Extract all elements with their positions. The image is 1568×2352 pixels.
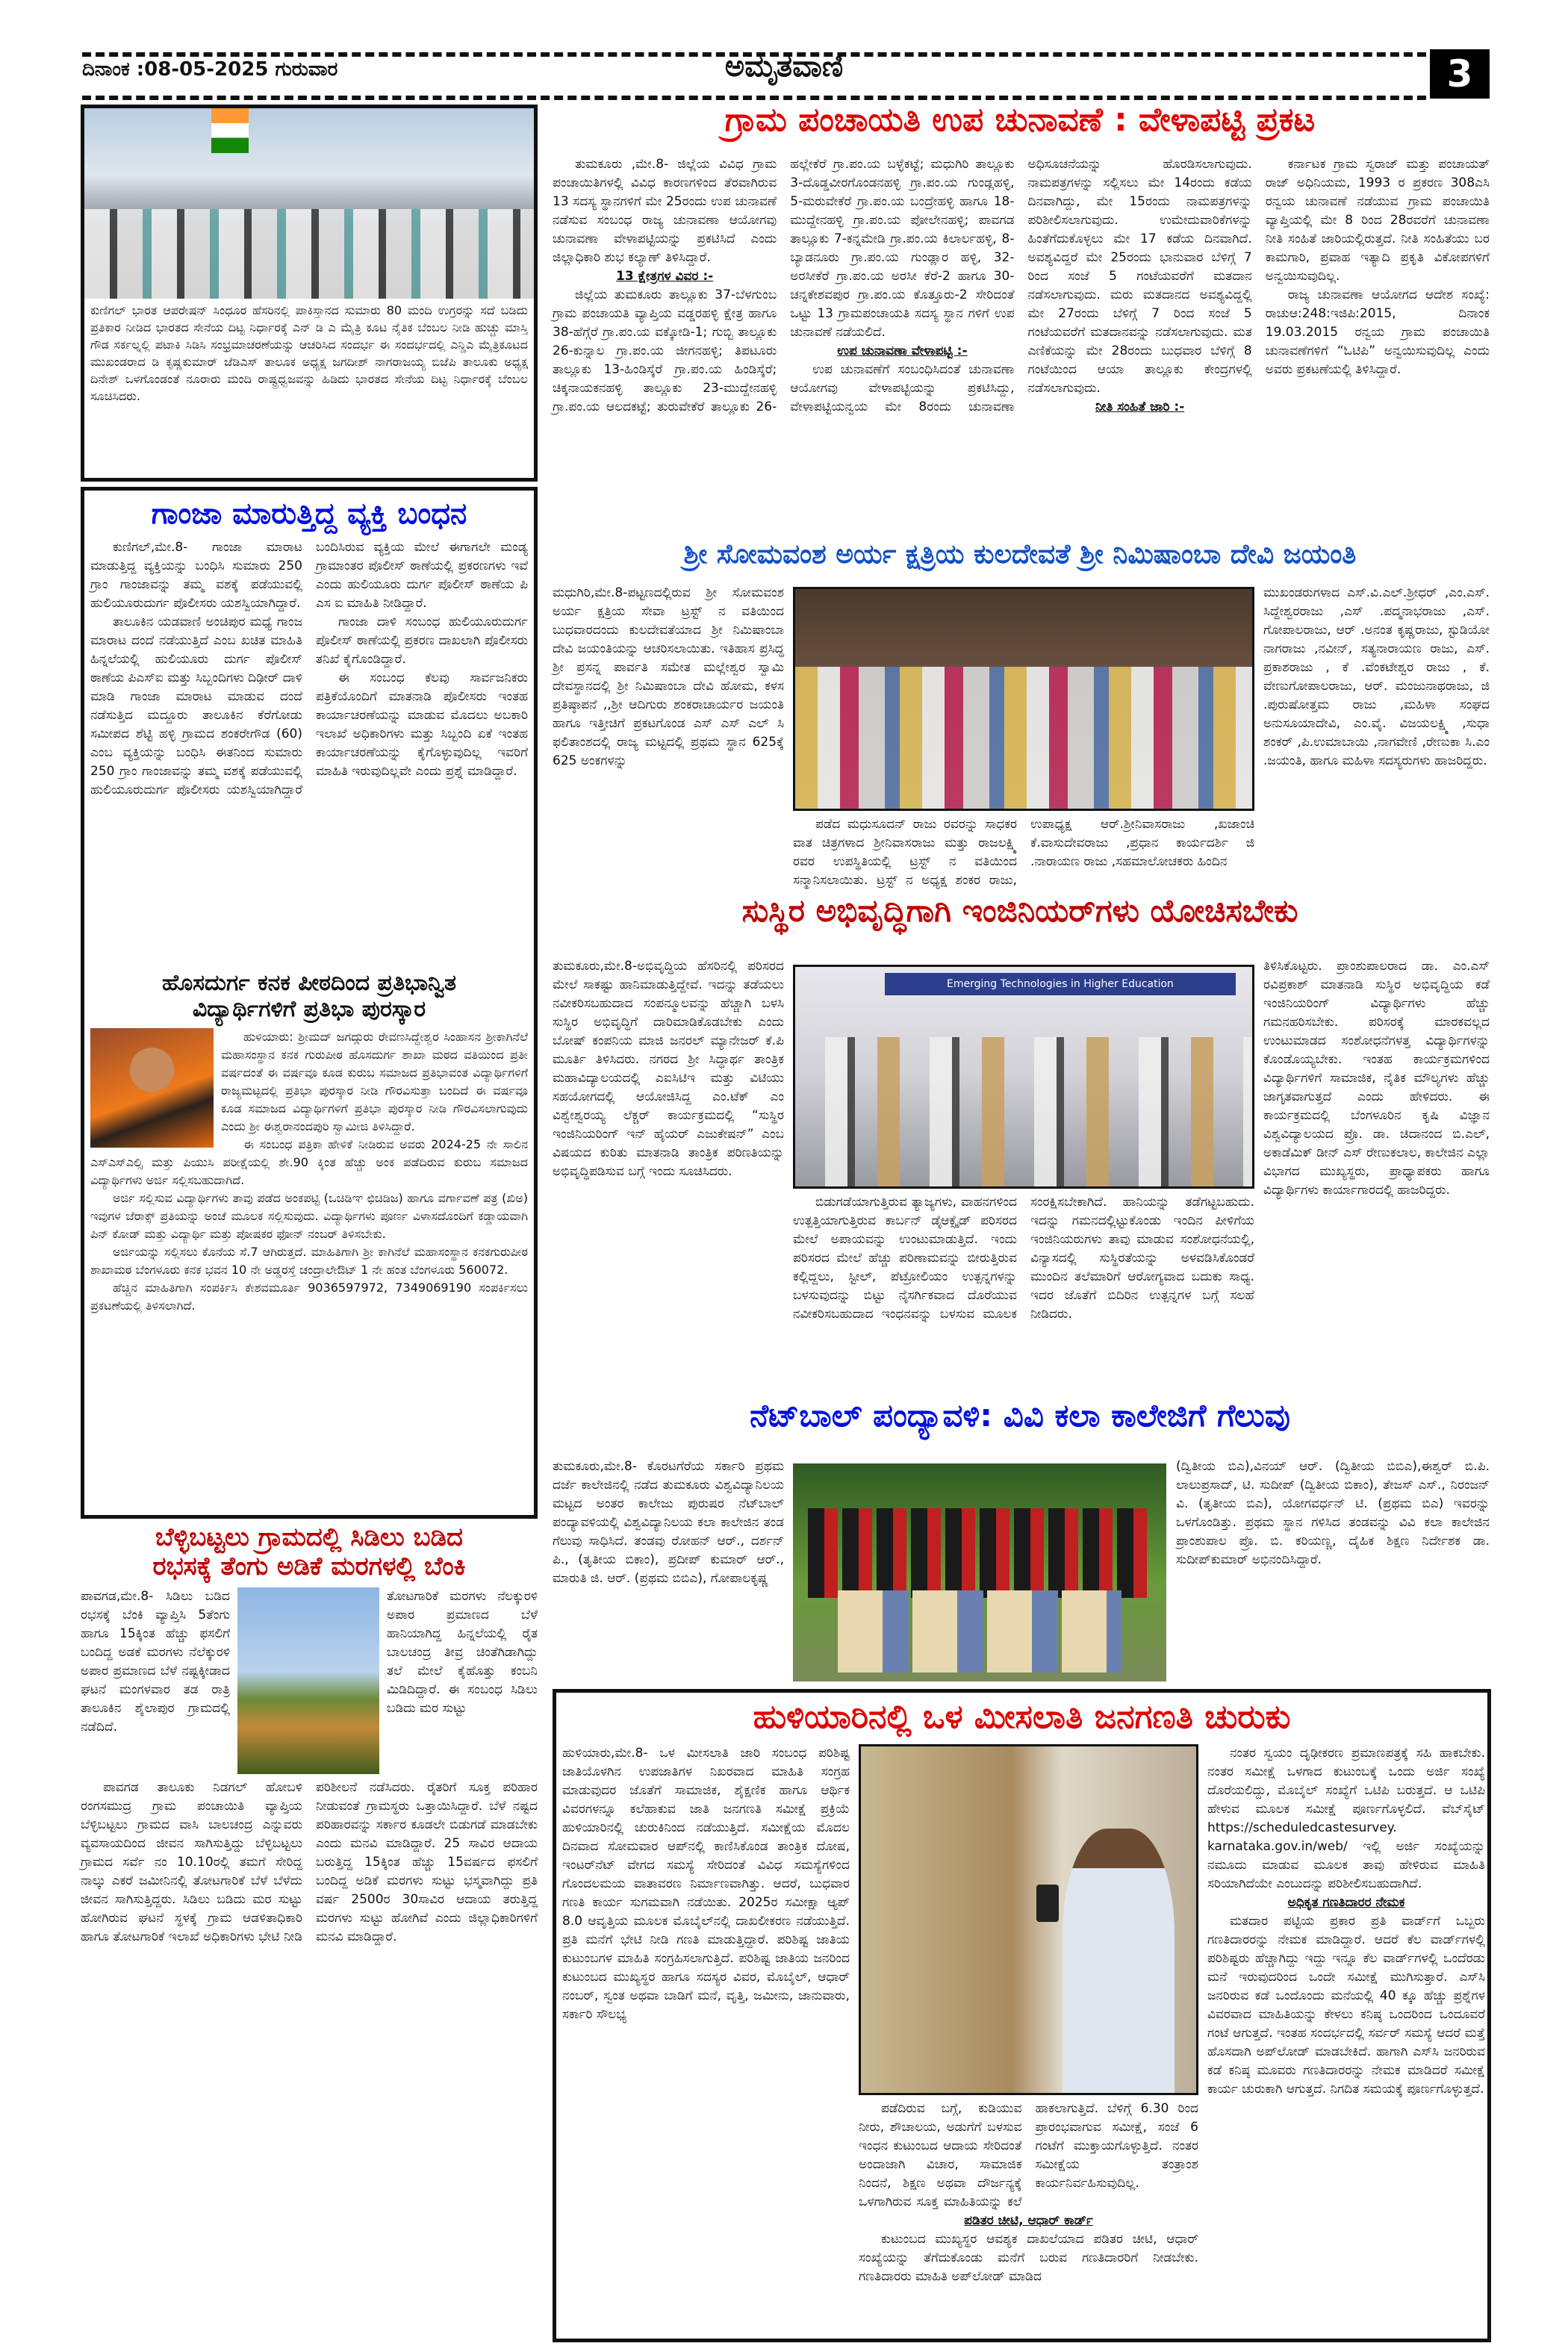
netball-team-photo [793,1463,1166,1681]
subheading: ಉಪ ಚುನಾವಣಾ ವೇಳಾಪಟ್ಟಿ :- [837,343,968,358]
engineers-headline: ಸುಸ್ಥಿರ ಅಭಿವೃದ್ಧಿಗಾಗಿ ಇಂಜಿನಿಯರ್‌ಗಳು ಯೋಚಿಸಬೇಕು [741,892,1298,929]
seminar-banner: Emerging Technologies in Higher Education [885,973,1236,995]
bellibettalu-body [81,1779,538,1947]
issue-date: ದಿನಾಂಕ :08-05-2025 ಗುರುವಾರ [82,58,338,81]
huliyar-columns [562,1744,1485,2286]
bellibettalu-top-row [81,1587,538,1774]
hosadurga-body [90,1028,528,1315]
subheading: 13 ಕ್ಷೇತ್ರಗಳ ವಿವರ :- [616,269,714,284]
election-headline: ಗ್ರಾಮ ಪಂಚಾಯತಿ ಉಪ ಚುನಾವಣೆ : ವೇಳಾಪಟ್ಟಿ ಪ್ರಕಟ [724,101,1316,139]
paragraph: ಗಾಂಜಾ ದಾಳಿ ಸಂಬಂಧ ಹುಲಿಯೂರುದುರ್ಗ ಪೊಲೀಸ್ ಠಾಣೆಯಲ್ಲಿ ಪ್ರಕರಣ ದಾಖಲಾಗಿ ಪೊಲೀಸರು ತನಿಖೆ ಕೈಗೊಂಡಿದ್ದಾರೆ. [316,615,528,667]
huliyar-ration-section [859,2212,1198,2286]
huliyar-right-text [1207,1744,1485,2286]
paragraph: ತುಮಕೂರು ,ಮೇ.8- ಜಿಲ್ಲೆಯ ವಿವಿಧ ಗ್ರಾಮ ಪಂಚಾಯಿತಿಗಳಲ್ಲಿ ವಿವಿಧ ಕಾರಣಗಳಿಂದ ತೆರವಾಗಿರುವ 13 ಸದಸ್ಯ ಸ್ಥಾನಗಳಿಗೆ ಮೇ 25ರಂದು ಉಪ ಚುನಾವಣೆ ನಡೆಸುವ ಸಂಬಂಧ ರಾಜ್ಯ ಚುನಾವಣಾ ಆಯೋಗವು ಚುನಾವಣಾ ವೇಳಾಪಟ್ಟಿಯನ್ನು ಪ್ರಕಟಿಸಿದೆ ಎಂದು ಜಿಲ್ಲಾಧಿಕಾರಿ ಶುಭ ಕಲ್ಯಾಣ್ ತಿಳಿಸಿದ್ದಾರೆ. [553,157,777,265]
people-group [795,667,1252,809]
netball-right-text: (ದ್ವಿತೀಯ ಬಿಎ),ವಿನಯ್ ಆರ್. (ದ್ವಿತೀಯ ಬಿಬಿಎ),ಈಶ್ವರ್ ಬಿ.ಪಿ. ಲಾಲುಪ್ರಸಾದ್, ಟಿ. ಸುದೀಪ್ (ದ್ವಿತೀಯ ಬಿಕಾಂ), ತೇಜಸ್ ಎಸ್., ನಿರಂಜನ್ ವಿ. (ತೃತೀಯ ಬಿಎ), ಯೋಗವರ್ಧನ್ ಟಿ. (ಪ್ರಥಮ ಬಿಎ) ಇವರನ್ನು ಒಳಗೊಂಡಿತ್ತು. ಪ್ರಥಮ ಸ್ಥಾನ ಗಳಿಸಿದ ತಂಡವನ್ನು ವಿವಿ ಕಲಾ ಕಾಲೇಜಿನ ಪ್ರಾಂಶುಪಾಲ ಪ್ರೊ. ಬಿ. ಕರಿಯಣ್ಣ, ದೈಹಿಕ ಶಿಕ್ಷಣ ನಿರ್ದೇಶಕ ಡಾ. ಸುದೀಪ್‌ಕುಮಾರ್ ಅಭಿನಂದಿಸಿದ್ದಾರೆ. [1176,1459,1490,1567]
speakers [795,1037,1252,1186]
bellibettalu-left-text: ಪಾವಗಡ,ಮೇ.8- ಸಿಡಿಲು ಬಡಿದ ರಭಸಕ್ಕೆ ಬೆಂಕಿ ವ್ಯಾಪ್ತಿಸಿ 5ತೆಂಗು ಹಾಗೂ 15ಕ್ಕಿಂತ ಹೆಚ್ಚು ಫಸಲಿಗೆ ಬಂದಿದ್ದ ಅಡಕೆ ಮರಗಳು ನೆಲೆಕ್ಕುರಳಿ ಅಪಾರ ಪ್ರಮಾಣದ ಬೆಳೆ ನಷ್ಟಕ್ಕೀಡಾದ ಘಟನೆ ಮಂಗಳವಾರ ತಡ ರಾತ್ರಿ ತಾಲೂಕಿನ ಶೈಲಾಪುರ ಗ್ರಾಮದಲ್ಲಿ ನಡೆದಿದೆ. [81,1589,230,1735]
surveyor-figure [1063,1829,1175,2093]
photo-caption: ಕುಣಿಗಲ್ ಭಾರತ ಆಪರೇಷನ್ ಸಿಂಧೂರ ಹೆಸರಿನಲ್ಲಿ ಪಾಕಿಸ್ತಾನದ ಸುಮಾರು 80 ಮಂದಿ ಉಗ್ರರನ್ನು ಸದೆ ಬಡಿದು ಪ್ರತಿಕಾರ ನೀಡಿದ ಭಾರತದ ಸೇನೆಯ ದಿಟ್ಟ ನಿರ್ಧಾರಕ್ಕೆ ಎನ್ ಡಿ ಎ ಮೈತ್ರಿ ಕೂಟ ನೈತಿಕ ಬೆಂಬಲ ನೀಡಿ ಹುಚ್ಚು ಮಾಸ್ತಿ ಗೌಡ ಸರ್ಕಲ್ನಲ್ಲಿ ಪಟಾಕಿ ಸಿಡಿಸಿ ಸಂಭ್ರಮಾಚರಣೆಯನ್ನು ಆಚರಿಸಿದ ಸಂದರ್ಭ ಈ ಸಂದರ್ಭದಲ್ಲಿ ಎನ್ಡಿಎ ಮೈತ್ರಿಕೂಟದ ಮುಖಂಡರಾದ ಡಿ ಕೃಷ್ಣಕುಮಾರ್ ಜೆಡಿಎಸ್ ತಾಲೂಕ ಅಧ್ಯಕ್ಷ ಜಗದೀಶ್ ನಾಗರಾಜಯ್ಯ ಬಿಜೆಪಿ ತಾಲೂಕು ಅಧ್ಯಕ್ಷ ದಿನೇಶ್ ಒಳಗೊಂಡಂತೆ ನೂರಾರು ಮಂದಿ ರಾಷ್ಟ್ರಧ್ವಜವನ್ನು ಹಿಡಿದು ಭಾರತದ ಸೇನೆಯ ದಿಟ್ಟ ನಿರ್ಧಾರಕ್ಕೆ ಬೆಂಬಲ ಸೂಚಿಸಿದರು. [90,303,528,403]
hosadurga-headline-line2: ವಿದ್ಯಾರ್ಥಿಗಳಿಗೆ ಪ್ರತಿಭಾ ಪುರಸ್ಕಾರ [192,995,426,1022]
subheading: ನೀತಿ ಸಂಹಿತೆ ಜಾರಿ :- [1095,399,1185,414]
engineers-under-photo-text [793,1193,1254,1324]
paragraph: ಹುಳಿಯಾರು: ಶ್ರೀಮದ್ ಜಗದ್ಗುರು ರೇವಣಸಿದ್ದೇಶ್ವರ ಸಿಂಹಾಸನ ಶ್ರೀಕಾಗಿನೆಲೆ ಮಹಾಸಂಸ್ಥಾನ ಕನಕ ಗುರುಪೀಠ ಹೊಸದುರ್ಗ ಶಾಖಾ ಮಠದ ವತಿಯಿಂದ ಪ್ರತೀ ವರ್ಷದಂತೆ ಈ ವರ್ಷವೂ ಕೂಡ ಕುರುಬ ಸಮಾಜದ ಪ್ರತಿಭಾವಂತ ವಿದ್ಯಾರ್ಥಿಗಳಿಗೆ ರಾಜ್ಯಮಟ್ಟದಲ್ಲಿ ಪ್ರತಿಭಾ ಪುರಸ್ಕಾರ ನೀಡಿ ಗೌರವಿಸುತ್ತಾ ಬಂದಿದೆ ಈ ವರ್ಷವೂ ಕೂಡ ಸಮಾಜದ ವಿದ್ಯಾರ್ಥಿಗಳಿಗೆ ಪ್ರತಿಭಾ ಪುರಸ್ಕಾರ ನೀಡಿ ಗೌರವಿಸಲಾಗುವುದು ಎಂದು ಶ್ರೀ ಈಶ್ವರಾನಂದಪುರಿ ಸ್ವಾಮೀಜಿ ತಿಳಿಸಿದ್ದಾರೆ. [221,1030,528,1133]
engineers-right-text: ತಿಳಿಸಿಕೊಟ್ಟರು. ಪ್ರಾಂಶುಪಾಲರಾದ ಡಾ. ಎಂ.ಎಸ್ ರವಿಪ್ರಕಾಶ್ ಮಾತನಾಡಿ ಸುಸ್ಥಿರ ಅಭಿವೃದ್ಧಿಯ ಕಡೆ ಇಂಜಿನಿಯರಿಂಗ್ ವಿದ್ಯಾರ್ಥಿಗಳು ಹೆಚ್ಚು ಗಮನಹರಿಸಬೇಕು. ಪರಿಸರಕ್ಕೆ ಮಾರಕವಲ್ಲದ ಉಂಟುಮಾಡದ ಸಂಶೋಧನೆಗಳತ್ತ ವಿದ್ಯಾರ್ಥಿಗಳನ್ನು ಕೊಂಡೊಯ್ಯಬೇಕು. ಇಂತಹ ಕಾರ್ಯಕ್ರಮಗಳಿಂದ ವಿದ್ಯಾರ್ಥಿಗಳಿಗೆ ಸಾಮಾಜಿಕ, ನೈತಿಕ ಮೌಲ್ಯಗಳು ಹೆಚ್ಚು ಜಾಗೃತವಾಗುತ್ತದೆ ಎಂದು ಹೇಳಿದರು. ಈ ಕಾರ್ಯಕ್ರಮದಲ್ಲಿ ಬೆಂಗಳೂರಿನ ಕೃಷಿ ವಿಜ್ಞಾನ ವಿಶ್ವವಿದ್ಯಾಲಯದ ಪ್ರೊ. ಡಾ. ಚಿದಾನಂದ ಬಿ.ಎಲ್, ಅಕಾಡೆಮಿಕ್ ಡೀನ್ ಎಸ್ ರೇಣುಕಲಾಲ, ಕಾಲೇಜಿನ ಎಲ್ಲಾ ವಿಭಾಗದ ಮುಖ್ಯಸ್ಥರು, ಪ್ರಾಧ್ಯಾಪಕರು ಹಾಗೂ ವಿದ್ಯಾರ್ಥಿಗಳು ಕಾರ್ಯಾಗಾರದಲ್ಲಿ ಹಾಜರಿದ್ದರು. [1263,959,1490,1198]
paragraph: ಪಡೆದಿರುವ ಬಗ್ಗೆ, ಕುಡಿಯುವ ನೀರು, ಶೌಚಾಲಯ, ಅಡುಗೆಗೆ ಬಳಸುವ ಇಂಧನ ಕುಟುಂಬದ ಆದಾಯ ಸೇರಿದಂತೆ ಅಂದಾಜಾಗಿ ವಿಚಾರ, ಸಾಮಾಜಿಕ ನಿಂದನೆ, ಶಿಕ್ಷಣ ಅಥವಾ ದೌರ್ಜನ್ಯಕ್ಕೆ ಒಳಗಾಗಿರುವ ಸೂಕ್ತ ಮಾಹಿತಿಯನ್ನು ಕಲೆ ಹಾಕಲಾಗುತ್ತಿದೆ. ಬೆಳಿಗ್ಗೆ 6.30 ರಿಂದ ಪ್ರಾರಂಭವಾಗುವ ಸಮೀಕ್ಷೆ, ಸಂಜೆ 6 ಗಂಟೆಗೆ ಮುಕ್ತಾಯಗೊಳ್ಳುತ್ತಿದೆ. ನಂತರ ಸಮೀಕ್ಷೆಯ ತಂತ್ರಾಂಶ ಕಾರ್ಯನಿರ್ವಹಿಸುವುದಿಲ್ಲ. [859,2100,1198,2209]
paragraph: ಕುಟುಂಬದ ಮುಖ್ಯಸ್ಥರ ಆವಶ್ಯಕ ದಾಖಲೆಯಾದ ಪಡಿತರ ಚೀಟಿ, ಆಧಾರ್ ಸಂಖ್ಯೆಯನ್ನು ತೆಗೆದುಕೊಂಡು ಮನೆಗೆ ಬರುವ ಗಣತಿದಾರರಿಗೆ ನೀಡಬೇಕು. ಗಣತಿದಾರರು ಮಾಹಿತಿ ಅಪ್‌ಲೋಡ್ ಮಾಡಿದ [859,2231,1198,2284]
paragraph: ಉಪ ಚುನಾವಣೆಗೆ ಸಂಬಂಧಿಸಿದಂತೆ ಚುನಾವಣಾ ಆಯೋಗವು ವೇಳಾಪಟ್ಟಿಯನ್ನು ಪ್ರಕಟಿಸಿದ್ದು, ವೇಳಾಪಟ್ಟಿಯನ್ವಯ ಮೇ 8ರಂದು ಚುನಾವಣಾ ಅಧಿಸೂಚನೆಯನ್ನು ಹೊರಡಿಸಲಾಗುವುದು. ನಾಮಪತ್ರಗಳನ್ನು ಸಲ್ಲಿಸಲು ಮೇ 14ರಂದು ಕಡೆಯ ದಿನವಾಗಿದ್ದು, ಮೇ 15ರಂದು ನಾಮಪತ್ರಗಳನ್ನು ಪರಿಶೀಲಿಸಲಾಗುವುದು. ಉಮೇದುವಾರಿಕೆಗಳನ್ನು ಹಿಂತೆಗೆದುಕೊಳ್ಳಲು ಮೇ 17 ಕಡೆಯ ದಿನವಾಗಿದೆ. ಅವಶ್ಯವಿದ್ದರೆ ಮೇ 25ರಂದು ಭಾನುವಾರ ಬೆಳಿಗ್ಗೆ 7 ರಿಂದ ಸಂಜೆ 5 ಗಂಟೆಯವರೆಗೆ ಮತದಾನ ನಡೆಸಲಾಗುವುದು. ಮರು ಮತದಾನದ ಅವಶ್ಯವಿದ್ದಲ್ಲಿ ಮೇ 27ರಂದು ಬೆಳಿಗ್ಗೆ 7 ರಿಂದ ಸಂಜೆ 5 ಗಂಟೆಯವರೆಗೆ ಮತದಾನವನ್ನು ನಡೆಸಲಾಗುವುದು. ಮತ ಎಣಿಕೆಯನ್ನು ಮೇ 28ರಂದು ಬುಧವಾರ ಬೆಳಿಗ್ಗೆ 8 ಗಂಟೆಯಿಂದ ಆಯಾ ತಾಲ್ಲೂಕು ಕೇಂದ್ರಗಳಲ್ಲಿ ನಡೆಸಲಾಗುವುದು. [790,157,1252,414]
paragraph: ತಾಲೂಕಿನ ಯಡವಾಣಿ ಅಂಚಿಪುರ ಮಧ್ಯೆ ಗಾಂಜ ಮಾರಾಟ ದಂದೆ ನಡೆಯುತ್ತಿದೆ ಎಂಬ ಖಚಿತ ಮಾಹಿತಿ ಹಿನ್ನಲೆಯಲ್ಲಿ ಹುಲಿಯೂರು ದುರ್ಗ ಪೊಲೀಸ್ ಠಾಣೆಯ ಪಿಎಸ್ಐ ಮತ್ತು ಸಿಬ್ಬಂದಿಗಳು ದಿಢೀರ್ ದಾಳಿ ಮಾಡಿ ಗಾಂಜಾ ಮಾರಾಟ ಮಾಡುವ ದಂದೆ ನಡೆಸುತ್ತಿದ ಮದ್ದೂರು ತಾಲೂಕಿನ ಕೆರೆಗೋಡು ಸಮೀಪದ ಶೆಟ್ಟಿ ಹಳ್ಳಿ ಗ್ರಾಮದ ಶಂಕರೇಗೌಡ (60) ಎಂಬ ವ್ಯಕ್ತಿಯನ್ನು ಬಂಧಿಸಿ ಈತನಿಂದ ಸುಮಾರು 250 ಗ್ರಾಂ ಗಾಂಜಾವನ್ನು ತಮ್ಮ ವಶಕ್ಕೆ ಪಡೆಯುವಲ್ಲಿ ಹುಲಿಯೂರುದುರ್ಗ ಪೊಲೀಸರು ಯಶಸ್ವಿಯಾಗಿದ್ದಾರೆ ಬಂದಿಸಿರುವ ವ್ಯಕ್ತಿಯ ಮೇಲೆ ಈಗಾಗಲೇ ಮಂಡ್ಯ ಗ್ರಾಮಾಂತರ ಪೊಲೀಸ್ ಠಾಣೆಯಲ್ಲಿ ಪ್ರಕರಣಗಳು ಇವೆ ಎಂದು ಹುಲಿಯೂರು ದುರ್ಗ ಪೊಲೀಸ್ ಠಾಣೆಯ ಪಿ ಎಸ ಐ ಮಾಹಿತಿ ನೀಡಿದ್ದಾರೆ. [90,540,528,797]
hosadurga-headline-line1: ಹೊಸದುರ್ಗ ಕನಕ ಪೀಠದಿಂದ ಪ್ರತಿಭಾನ್ವಿತ [161,970,457,996]
bellibettalu-headline-line1: ಬೆಳ್ಳಿಬಟ್ಟಲು ಗ್ರಾಮದಲ್ಲಿ ಸಿಡಿಲು ಬಡಿದ [155,1522,463,1552]
bellibettalu-headline-line2: ರಭಸಕ್ಕೆ ತೆಂಗು ಅಡಿಕೆ ಮರಗಳಲ್ಲಿ ಬೆಂಕಿ [152,1552,466,1582]
seminar-photo [793,965,1254,1189]
crowd [84,209,534,299]
felicitation-photo [793,587,1254,811]
netball-left-text: ತುಮಕೂರು,ಮೇ.8- ಕೊರಟಗೆರೆಯ ಸರ್ಕಾರಿ ಪ್ರಥಮ ದರ್ಜೆ ಕಾಲೇಜಿನಲ್ಲಿ ನಡೆದ ತುಮಕೂರು ವಿಶ್ವವಿದ್ಯಾನಿಲಯ ಮಟ್ಟದ ಅಂತರ ಕಾಲೇಜು ಪುರುಷರ ನೆಟ್‌ಬಾಲ್ ಪಂದ್ಯಾವಳಿಯಲ್ಲಿ ವಿಶ್ವವಿದ್ಯಾನಿಲಯ ಕಲಾ ಕಾಲೇಜಿನ ತಂಡ ಗೆಲುವು ಸಾಧಿಸಿದೆ. ತಂಡವು ರೋಹನ್ ಆರ್., ದರ್ಶನ್ ಪಿ., (ತೃತೀಯ ಬಿಕಾಂ), ಪ್ರದೀಪ್ ಕುಮಾರ್ ಆರ್., ಮಾರುತಿ ಜಿ. ಆರ್. (ಪ್ರಥಮ ಬಿಬಿಎ), ಗೋಪಾಲಕೃಷ್ಣ [553,1459,784,1586]
ganja-article [81,487,538,965]
paragraph: ಕರ್ನಾಟಕ ಗ್ರಾಮ ಸ್ವರಾಜ್ ಮತ್ತು ಪಂಚಾಯತ್ ರಾಜ್ ಅಧಿನಿಯಮ, 1993 ರ ಪ್ರಕರಣ 308ಎಸಿ ರನ್ವಯ ಚುನಾವಣೆ ನಡೆಯುವ ಗ್ರಾಮ ಪಂಚಾಯಿತಿ ವ್ಯಾಪ್ತಿಯಲ್ಲಿ ಮೇ 8 ರಿಂದ 28ರವರೆಗೆ ಚುನಾವಣಾ ನೀತಿ ಸಂಹಿತೆ ಜಾರಿಯಲ್ಲಿರುತ್ತದೆ. ನೀತಿ ಸಂಹಿತೆಯು ಬರ ಕಾಮಗಾರಿ, ಪ್ರವಾಹ ಇತ್ಯಾದಿ ಪ್ರಕೃತಿ ವಿಕೋಪಗಳಿಗೆ ಅನ್ವಯಿಸುವುದಿಲ್ಲ. [1265,157,1490,284]
hosadurga-article [81,965,538,1519]
mobile-phone-icon [1036,1885,1059,1922]
subheading: ಅಧಿಕೃತ ಗಣತಿದಾರರ ನೇಮಕ [1287,1894,1405,1910]
paragraph: ಅರ್ಜಿ ಸಲ್ಲಿಸುವ ವಿದ್ಯಾರ್ಥಿಗಳು ತಾವು ಪಡೆದ ಅಂಕಪಟ್ಟಿ (ಒಚಿಡಿಞ ಛಿಚಿಡಿಜ) ಹಾಗೂ ವರ್ಗಾವಣೆ ಪತ್ರ (ಖಿಅ) ಇವುಗಳ ಜೆರಾಕ್ಸ್ ಪ್ರತಿಯನ್ನು ಅಂಚೆ ಮೂಲಕ ಸಲ್ಲಿಸುವುದು. ವಿದ್ಯಾರ್ಥಿಗಳು ಪೂರ್ಣ ವಿಳಾಸದೊಂದಿಗೆ ಕಡ್ಡಾಯವಾಗಿ ಪಿನ್ ಕೋಡ್ ಮತ್ತು ವಿದ್ಯಾರ್ಥಿ ಮತ್ತು ಪೋಷಕರ ಫೋನ್ ನಂಬರ್ ತಿಳಿಸಬೇಕು. [90,1191,528,1241]
nimishamba-right-text: ಮುಖಂಡರುಗಳಾದ ಎಸ್.ವಿ.ಎಲ್.ಶ್ರೀಧರ್ ,ಎಂ.ಎಸ್. ಸಿದ್ದೇಶ್ವರರಾಜು ,ಎಸ್ .ಪದ್ಮನಾಭರಾಜು ,ಎಸ್. ಗೋಪಾಲರಾಜು, ಆರ್ .ಅನಂತ ಕೃಷ್ಣರಾಜು, ಸ್ಟುಡಿಯೋ ನಾಗರಾಜು ,ನವೀನ್, ಸತ್ಯನಾರಾಯಣ ರಾಜು, ಎಸ್. ಪ್ರಕಾಶರಾಜು , ಕೆ .ವೆಂಕಟೇಶ್ವರ ರಾಜು , ಕೆ. ವೇಣುಗೋಪಾಲರಾಜು, ಆರ್. ಮಂಜುನಾಥರಾಜು, ಜಿ .ಪುರುಷೋತ್ತಮ ರಾಜು ,ಮಹಿಳಾ ಸಂಘದ ಅನುಸೂಯಾದೇವಿ, ಎಂ.ವೈ. ವಿಜಯಲಕ್ಷ್ಮಿ ,ಸುಧಾ ಶಂಕರ್ ,ಪಿ.ಉಮಾಬಾಯಿ ,ನಾಗವೇಣಿ ,ರೇಣುಕಾ ಸಿ.ಎಂ .ಜಯಂತಿ, ಹಾಗೂ ಮಹಿಳಾ ಸದಸ್ಯರುಗಳು ಹಾಜರಿದ್ದರು. [1263,585,1490,768]
netball-headline: ನೆಟ್‌ಬಾಲ್ ಪಂದ್ಯಾವಳಿ: ವಿವಿ ಕಲಾ ಕಾಲೇಜಿಗೆ ಗೆಲುವು [750,1397,1290,1434]
officials-seated [838,1590,1121,1673]
nimishamba-under-photo-text [793,815,1254,890]
huliyar-article [553,1689,1491,2342]
huliyar-headline: ಹುಳಿಯಾರಿನಲ್ಲಿ ಒಳ ಮೀಸಲಾತಿ ಜನಗಣತಿ ಚುರುಕು [753,1698,1291,1736]
huliyar-under-photo-text [859,2100,1198,2212]
huliyar-middle-column [859,1744,1198,2286]
ganja-body [90,538,528,800]
paragraph: ಪಡೆದ ಮಧುಸೂದನ್ ರಾಜು ರವರನ್ನು ಸಾಧಕರ ವಾತ ಚಿತ್ರಗಳಾದ ಶ್ರೀನಿವಾಸರಾಜು ಮತ್ತು ರಾಜಲಕ್ಷ್ಮಿ ರವರ ಉಪಸ್ಥಿತಿಯಲ್ಲಿ ಟ್ರಸ್ಟ್ ನ ವತಿಯಿಂದ ಸನ್ಮಾನಿಸಲಾಯಿತು. ಟ್ರಸ್ಟ್ ನ ಅಧ್ಯಕ್ಷ ಶಂಕರ ರಾಜು, ಉಪಾಧ್ಯಕ್ಷ ಆರ್.ಶ್ರೀನಿವಾಸರಾಜು ,ಖಜಾಂಚಿ ಕೆ.ವಾಸುದೇವರಾಜು ,ಪ್ರಧಾನ ಕಾರ್ಯದರ್ಶಿ ಜಿ .ನಾರಾಯಣ ರಾಜು ,ಸಹಮಾಲೋಚಕರು ಹಿಂದಿನ [793,817,1254,888]
paragraph: ಜಿಲ್ಲೆಯ ತುಮಕೂರು ತಾಲ್ಲೂಕು 37-ಬೆಳಗುಂಬ ಗ್ರಾಮ ಪಂಚಾಯತಿ ವ್ಯಾಪ್ತಿಯ ವಡ್ಡರಹಳ್ಳಿ ಕ್ಷೇತ್ರ ಹಾಗೂ 38-ಹೆಗ್ಗೆರೆ ಗ್ರಾ.ಪಂ.ಯ ವಕ್ಕೋಡಿ-1; ಗುಬ್ಬಿ ತಾಲ್ಲೂಕು 26-ಕುನ್ನಾಲ ಗ್ರಾ.ಪಂ.ಯ ಜೀಗನಹಳ್ಳಿ; ತಿಪಟೂರು ತಾಲ್ಲೂಕು 13-ಹಿಂಡಿಸ್ಕೆರೆ ಗ್ರಾ.ಪಂ.ಯ ಹಿಂಡಿಸ್ಕೆರೆ; ಚಿಕ್ಕನಾಯಕನಹಳ್ಳಿ ತಾಲ್ಲೂಕು 23-ಮುದ್ದೇನಹಳ್ಳಿ ಗ್ರಾ.ಪಂ.ಯ ಆಲದಕಟ್ಟೆ; ತುರುವೇಕೆರೆ ತಾಲ್ಲೂಕು 26-ಹಲ್ಲೇಕೆರೆ ಗ್ರಾ.ಪಂ.ಯ ಬಳ್ಳೆಕಟ್ಟೆ; ಮಧುಗಿರಿ ತಾಲ್ಲೂಕು 3-ದೊಡ್ಡವೀರಗೊಂಡನಹಳ್ಳಿ ಗ್ರಾ.ಪಂ.ಯ ಗುಂಡ್ಲಹಳ್ಳಿ, 5-ಮರುವೇಕೆರೆ ಗ್ರಾ.ಪಂ.ಯ ಬಂದ್ರೇಹಳ್ಳಿ ಹಾಗೂ 18-ಮುದ್ದೇನಹಳ್ಳಿ ಗ್ರಾ.ಪಂ.ಯ ಪೋಲೇನಹಳ್ಳಿ; ಪಾವಗಡ ತಾಲ್ಲೂಕು 7-ಕನ್ನಮೇಡಿ ಗ್ರಾ.ಪಂ.ಯ ಕಿಲಾರ್ಲಹಳ್ಳಿ, 8-ಬ್ಯಾಡನೂರು ಗ್ರಾ.ಪಂ.ಯ ಗುಂಡ್ಲಾರ ಹಳ್ಳಿ, 32-ಅರಸೀಕೆರೆ ಗ್ರಾ.ಪಂ.ಯ ಅರಸೀ ಕೆರೆ-2 ಹಾಗೂ 30-ಚನ್ನಕೇಶವಪುರ ಗ್ರಾ.ಪಂ.ಯ ಕೊತ್ತೂರು-2 ಸೇರಿದಂತೆ ಒಟ್ಟು 13 ಗ್ರಾಮಪಂಚಾಯತಿ ಸದಸ್ಯ ಸ್ಥಾನ ಗಳಿಗೆ ಉಪ ಚುನಾವಣೆ ನಡೆಯಲಿದೆ. [553,157,1015,414]
survey-photo [859,1744,1198,2095]
paragraph: ಪಾವಗಡ ತಾಲೂಕು ನಿಡಗಲ್ ಹೋಬಳಿ ರಂಗಸಮುದ್ರ ಗ್ರಾಮ ಪಂಚಾಯಿತಿ ವ್ಯಾಪ್ತಿಯ ಬೆಳ್ಳಿಬಟ್ಟಲು ಗ್ರಾಮದ ವಾಸಿ ಬಾಲಚಂದ್ರ ಎನ್ನುವರು ವ್ಯವಸಾಯದಿಂದ ಜೀವನ ಸಾಗಿಸುತ್ತಿದ್ದು ಬೆಳ್ಳಿಬಟ್ಟಲು ಗ್ರಾಮದ ಸರ್ವೆ ನಂ 10.10ರಲ್ಲಿ ತಮಗೆ ಸೇರಿದ್ದ ನಾಲ್ಕು ಎಕರೆ ಜಮೀನಿನಲ್ಲಿ ತೋಟಗಾರಿಕೆ ಬೆಳೆ ಬೆಳೆದು ಜೀವನ ಸಾಗಿಸುತ್ತಿದ್ದರು. ಸಿಡಿಲು ಬಡಿದು ಮರ ಸುಟ್ಟು ಹೋಗಿರುವ ಘಟನೆ ಸ್ಥಳಕ್ಕೆ ಗ್ರಾಮ ಆಡಳಿತಾಧಿಕಾರಿ ಹಾಗೂ ತೋಟಗಾರಿಕೆ ಇಲಾಖೆ ಅಧಿಕಾರಿಗಳು ಭೇಟಿ ನೀಡಿ ಪರಿಶೀಲನೆ ನಡೆಸಿದರು. ರೈತರಿಗೆ ಸೂಕ್ತ ಪರಿಹಾರ ನೀಡುವಂತೆ ಗ್ರಾಮಸ್ಥರು ಒತ್ತಾಯಿಸಿದ್ದಾರೆ. ಬೆಳೆ ನಷ್ಟದ ಪರಿಹಾರವನ್ನು ಸರ್ಕಾರ ಕೂಡಲೇ ಬಿಡುಗಡೆ ಮಾಡಬೇಕು ಎಂದು ಮನವಿ ಮಾಡಿದ್ದಾರೆ. 25 ಸಾವಿರ ಆದಾಯ ಬರುತ್ತಿದ್ದ 15ಕ್ಕಿಂತ ಹೆಚ್ಚು 15ವರ್ಷದ ಫಸಲಿಗೆ ಬಂದಿದ್ದ ಅಡಿಕೆ ಮರಗಳು ಸುಟ್ಟು ಭಸ್ಮವಾಗಿದ್ದು ಪ್ರತಿ ವರ್ಷ 2500ರ 30ಸಾವಿರ ಆದಾಯ ತರುತ್ತಿದ್ದ ಮರಗಳು ಸುಟ್ಟು ಹೋಗಿವೆ ಎಂದು ಜಿಲ್ಲಾಧಿಕಾರಿಗಳಿಗೆ ಮನವಿ ಮಾಡಿದ್ದಾರೆ. [81,1780,538,1945]
engineers-left-text: ತುಮಕೂರು,ಮೇ.8-ಅಭಿವೃದ್ಧಿಯ ಹೆಸರಿನಲ್ಲಿ ಪರಿಸರದ ಮೇಲೆ ಸಾಕಷ್ಟು ಹಾನಿಮಾಡುತ್ತಿದ್ದೇವೆ. ಇದನ್ನು ತಡೆಯಲು ನವೀಕರಿಸಬಹುದಾದ ಸಂಪನ್ಮೂಲವನ್ನು ಹೆಚ್ಚಾಗಿ ಬಳಸಿ ಸುಸ್ಥಿರ ಅಭಿವೃದ್ಧಿಗೆ ದಾರಿಮಾಡಿಕೊಡಬೇಕು ಎಂದು ಬೋಷ್ ಕಂಪನಿಯ ಮಾಜಿ ಜನರಲ್ ಮ್ಯಾನೇಜರ್ ಕೆ.ಪಿ ಮೂರ್ತಿ ತಿಳಿಸಿದರು. ನಗರದ ಶ್ರೀ ಸಿದ್ಧಾರ್ಥ ತಾಂತ್ರಿಕ ಮಹಾವಿದ್ಯಾಲಯದಲ್ಲಿ ಎಐಸಿಟಿಇ ಮತ್ತು ವಿಟಿಯು ಸಹಯೋಗದಲ್ಲಿ ಆಯೋಜಿಸಿದ್ದ ಎಂ.ಟೆಕ್ ಎಂ ವಿಶ್ವೇಶ್ವರಯ್ಯ ಲೆಕ್ಚರ್ ಕಾರ್ಯಕ್ರಮದಲ್ಲಿ “ಸುಸ್ಥಿರ ಇಂಜಿನಿಯರಿಂಗ್ ಇನ್ ಹೈಯರ್ ಎಜುಕೇಷನ್” ಎಂಬ ವಿಷಯದ ಕುರಿತು ಮಾತನಾಡಿ ತಾಂತ್ರಿಕ ಪರಿಣತಿಯನ್ನು ಅಭಿವೃದ್ಧಿಪಡಿಸುವ ಬಗ್ಗೆ ಇಂದು ಸೂಚಿಸಿದರು. [553,959,784,1179]
kunigal-photo-story [81,105,538,482]
header-rule-bottom [82,96,1426,100]
rally-photo [84,108,534,299]
paragraph: ಮತದಾರ ಪಟ್ಟಿಯ ಪ್ರಕಾರ ಪ್ರತಿ ವಾರ್ಡ್‌ಗೆ ಒಬ್ಬರು ಗಣತಿದಾರರನ್ನು ನೇಮಕ ಮಾಡಿದ್ದಾರೆ. ಆದರೆ ಕೆಲ ವಾರ್ಡ್‌ಗಳಲ್ಲಿ ಪರಿಶಿಷ್ಟರು ಹೆಚ್ಚಾಗಿದ್ದು ಇದ್ದು ಇನ್ನೂ ಕೆಲ ವಾರ್ಡ್‌ಗಳಲ್ಲಿ ಒಂದೆರಡು ಮನೆ ಇರುವುದರಿಂದ ಒಂದೇ ಸಮೀಕ್ಷೆ ಮುಗಿಸುತ್ತಾರೆ. ಎಸ್‌ಸಿ ಜನರಿರುವ ಕಡೆ ಒಂದೊಂದು ಮನೆಯಲ್ಲಿ 40 ಕ್ಕೂ ಹೆಚ್ಚು ಪ್ರಶ್ನೆಗಳ ವಿವರವಾದ ಮಾಹಿತಿಯನ್ನು ಕೇಳಲು ಕನಿಷ್ಠ ಒಂದರಿಂದ ಒಂದೂವರೆ ಗಂಟೆ ಆಗುತ್ತದೆ. ಇಂತಹ ಸಂದರ್ಭದಲ್ಲಿ ಸರ್ವರ್ ಸಮಸ್ಯೆ ಆದರೆ ಮತ್ತೆ ಹೊಸದಾಗಿ ಅಪ್‌ಲೋಡ್ ಮಾಡಬೇಕಿದೆ. ಹಾಗಾಗಿ ಎಸ್‌ಸಿ ಜನರಿರುವ ಕಡೆ ಕನಿಷ್ಠ ಮೂವರು ಗಣತಿದಾರರನ್ನು ನೇಮಕ ಮಾಡಿದರೆ ಸಮೀಕ್ಷೆ ಕಾರ್ಯ ಚುರುಕಾಗಿ ಆಗುತ್ತದೆ. ನಿಗದಿತ ಸಮಯಕ್ಕೆ ಪೂರ್ಣಗೊಳ್ಳುತ್ತದೆ. [1207,1913,1485,2097]
paragraph: ಬಿಡುಗಡೆಯಾಗುತ್ತಿರುವ ತ್ಯಾಜ್ಯಗಳು, ವಾಹನಗಳಿಂದ ಉತ್ಪತ್ತಿಯಾಗುತ್ತಿರುವ ಕಾರ್ಬನ್ ಡೈಆಕ್ಸೈಡ್ ಪರಿಸರದ ಮೇಲೆ ಅಪಾಯವನ್ನು ಉಂಟುಮಾಡುತ್ತಿದೆ. ಇಂದು ಪರಿಸರದ ಮೇಲೆ ಹೆಚ್ಚು ಪರಿಣಾಮವನ್ನು ಬೀರುತ್ತಿರುವ ಕಲ್ಲಿದ್ದಲು, ಸ್ಟೀಲ್, ಪೆಟ್ರೋಲಿಯಂ ಉತ್ಪನ್ನಗಳನ್ನು ಬಳಸುವುದನ್ನು ಬಿಟ್ಟು ನೈಸರ್ಗಿಕವಾದ ದೊರೆಯುವ ನವೀಕರಿಸಬಹುದಾದ ಇಂಧನವನ್ನು ಬಳಸುವ ಮೂಲಕ ಸಂರಕ್ಷಿಸಬೇಕಾಗಿದೆ. ಹಾನಿಯನ್ನು ತಡೆಗಟ್ಟಬಹುದು. ಇದನ್ನು ಗಮನದಲ್ಲಿಟ್ಟುಕೊಂಡು ಇಂದಿನ ಪೀಳಿಗೆಯ ಇಂಜಿನಿಯರುಗಳು ತಾವು ಮಾಡುವ ಸಂಶೋಧನೆಯಲ್ಲಿ, ವಿನ್ಯಾಸದಲ್ಲಿ ಸುಸ್ಥಿರತೆಯನ್ನು ಅಳವಡಿಸಿಕೊಂಡರೆ ಮುಂದಿನ ತಲೆಮಾರಿಗೆ ಆರೋಗ್ಯವಾದ ಬದುಕು ಸಾಧ್ಯ. ಇದರ ಜೊತೆಗೆ ಬಿದಿರಿನ ಉತ್ಪನ್ನಗಳ ಬಗ್ಗೆ ಸಲಹೆ ನೀಡಿದರು. [793,1195,1254,1322]
huliyar-left-text: ಹುಳಿಯಾರು,ಮೇ.8- ಒಳ ಮೀಸಲಾತಿ ಜಾರಿ ಸಂಬಂಧ ಪರಿಶಿಷ್ಟ ಜಾತಿಯೊಳಗಿನ ಉಪಜಾತಿಗಳ ನಿಖರವಾದ ಮಾಹಿತಿ ಸಂಗ್ರಹ ಮಾಡುವುದರ ಜೊತೆಗೆ ಸಾಮಾಜಿಕ, ಶೈಕ್ಷಣಿಕ ಹಾಗೂ ಆರ್ಥಿಕ ವಿವರಗಳನ್ನೂ ಕಲೆಹಾಕುವ ಜಾತಿ ಜನಗಣತಿ ಸಮೀಕ್ಷೆ ಪ್ರಕ್ರಿಯೆ ಹುಳಿಯಾರಿನಲ್ಲಿ ಚುರುಕಿನಿಂದ ನಡೆಯುತ್ತಿದೆ. ಸಮೀಕ್ಷೆಯ ಮೊದಲ ದಿನವಾದ ಸೋಮವಾರ ಆಪ್‌ನಲ್ಲಿ ಕಾಣಿಸಿಕೊಂಡ ತಾಂತ್ರಿಕ ದೋಷ, ಇಂಟರ್‌ನೆಟ್ ವೇಗದ ಸಮಸ್ಯೆ ಸೇರಿದಂತೆ ವಿವಿಧ ಸಮಸ್ಯೆಗಳಿಂದ ಗೊಂದಲಮಯ ವಾತಾವರಣ ನಿರ್ಮಾಣವಾಗಿತ್ತು. ಆದರೆ, ಬುಧವಾರ ಗಣತಿ ಕಾರ್ಯ ಸುಗಮವಾಗಿ ನಡೆಯಿತು. 2025ರ ಸಮೀಕ್ಷಾ ಆ್ಯಪ್ 8.0 ಆವೃತ್ತಿಯ ಮೂಲಕ ಮೊಬೈಲ್‌ನಲ್ಲಿ ದಾಖಲೀಕರಣ ನಡೆಯುತ್ತಿದೆ. ಪ್ರತಿ ಮನೆಗೆ ಭೇಟಿ ನೀಡಿ ಗಣತಿ ಮಾಡುತ್ತಿದ್ದಾರೆ. ಪರಿಶಿಷ್ಟ ಜಾತಿಯ ಕುಟುಂಬಗಳ ಮಾಹಿತಿ ಸಂಗ್ರಹಿಸಲಾಗುತ್ತಿದೆ. ಪರಿಶಿಷ್ಟ ಜಾತಿಯ ಜನರಿಂದ ಕುಟುಂಬದ ಮುಖ್ಯಸ್ಥರ ಹಾಗೂ ಸದಸ್ಯರ ವಿವರ, ಮೊಬೈಲ್, ಆಧಾರ್ ನಂಬರ್, ಸ್ವಂತ ಅಥವಾ ಬಾಡಿಗೆ ಮನೆ, ವೃತ್ತಿ, ಜಮೀನು, ಜಾನುವಾರು, ಸರ್ಕಾರಿ ಸೌಲಭ್ಯ [562,1745,850,2022]
paragraph: ಕುಣಿಗಲ್,ಮೇ.8- ಗಾಂಜಾ ಮಾರಾಟ ಮಾಡುತ್ತಿದ್ದ ವ್ಯಕ್ತಿಯನ್ನು ಬಂಧಿಸಿ ಸುಮಾರು 250 ಗ್ರಾಂ ಗಾಂಜಾವನ್ನು ತಮ್ಮ ವಶಕ್ಕೆ ಪಡೆಯುವಲ್ಲಿ ಹುಲಿಯೂರುದುರ್ಗ ಪೊಲೀಸರು ಯಶಸ್ವಿಯಾಗಿದ್ದಾರೆ. [90,540,302,611]
paragraph: ಅರ್ಜಿಯನ್ನು ಸಲ್ಲಿಸಲು ಕೊನೆಯ ಸೆ.7 ಆಗಿರುತ್ತದೆ. ಮಾಹಿತಿಗಾಗಿ ಶ್ರೀ ಕಾಗಿನೆಲೆ ಮಹಾಸಂಸ್ಥಾನ ಕನಕಗುರುಪೀಠ ಶಾಖಾಮಠ ಬೆಂಗಳೂರು ಕನಕ ಭವನ 10 ನೇ ಅಡ್ಡರಸ್ತೆ ಚಂದ್ರಾಲೇಔಟ್ 1 ನೇ ಹಂತ ಬೆಂಗಳೂರು 560072. [90,1245,528,1277]
bellibettalu-right-text: ತೋಟಗಾರಿಕೆ ಮರಗಳು ನೆಲಕ್ಕುರಳಿ ಅಪಾರ ಪ್ರಮಾಣದ ಬೆಳೆ ಹಾನಿಯಾಗಿದ್ದ ಹಿನ್ನಲೆಯಲ್ಲಿ ರೈತ ಬಾಲಚಂದ್ರ ತೀವ್ರ ಚಿಂತೆಗಿಡಾಗಿದ್ದು ತಲೆ ಮೇಲೆ ಕೈಹೊತ್ತು ಕಂಬನಿ ಮಿಡಿದಿದ್ದಾರೆ. ಈ ಸಂಬಂಧ ಸಿಡಿಲು ಬಡಿದು ಮರ ಸುಟ್ಟು [387,1589,538,1717]
flag-icon [211,108,249,153]
paragraph: ಈ ಸಂಬಂಧ ಪತ್ರಿಕಾ ಹೇಳಿಕೆ ನೀಡಿರುವ ಅವರು 2024-25 ನೇ ಸಾಲಿನ ಎಸ್ಎಸ್ಎಲ್ಸಿ ಮತ್ತು ಪಿಯುಸಿ ಪರೀಕ್ಷೆಯಲ್ಲಿ ಶೇ.90 ಕ್ಕಿಂತ ಹೆಚ್ಚು ಅಂಕ ಪಡೆದಿರುವ ಕುರುಬ ಸಮಾಜದ ವಿದ್ಯಾರ್ಥಿಗಳು ಅರ್ಜಿ ಸಲ್ಲಿಸಬಹುದಾಗಿದೆ. [90,1137,528,1187]
election-body [553,155,1490,417]
paragraph: ಈ ಸಂಬಂಧ ಕೆಲವು ಸಾರ್ವಜನಿಕರು ಪತ್ರಿಕೆಯೊಂದಿಗೆ ಮಾತನಾಡಿ ಪೊಲೀಸರು ಇಂತಹ ಕಾರ್ಯಾಚರಣೆಯನ್ನು ಮಾಡುವ ಮೊದಲು ಅಬಕಾರಿ ಇಲಾಖೆ ಅಧಿಕಾರಿಗಳು ಮತ್ತು ಸಿಬ್ಬಂದಿ ಏಕೆ ಇಂತಹ ಕಾರ್ಯಾಚರಣೆಯನ್ನು ಕೈಗೊಳ್ಳುವುದಿಲ್ಲ ಇವರಿಗೆ ಮಾಹಿತಿ ಇರುವುದಿಲ್ಲವೇ ಎಂದು ಪ್ರಶ್ನೆ ಮಾಡಿದ್ದಾರೆ. [316,671,528,779]
page-number: 3 [1430,49,1490,99]
bellibettalu-article [81,1523,538,1947]
paragraph: ನಂತರ ಸ್ವಯಂ ದೃಢೀಕರಣ ಪ್ರಮಾಣಪತ್ರಕ್ಕೆ ಸಹಿ ಹಾಕಬೇಕು. ನಂತರ ಸಮೀಕ್ಷೆ ಒಳಗಾದ ಕುಟುಂಬಕ್ಕೆ ಒಂದು ಅರ್ಜಿ ಸಂಖ್ಯೆ ದೊರೆಯಲಿದ್ದು, ಮೊಬೈಲ್ ಸಂಖ್ಯೆಗೆ ಒಟಿಪಿ ಬರುತ್ತದೆ. ಆ ಒಟಿಪಿ ಹೇಳುವ ಮೂಲಕ ಸಮೀಕ್ಷೆ ಪೂರ್ಣಗೊಳ್ಳಲಿದೆ. ವೆಬ್‌ಸೈಟ್ https://scheduledcastesurvey. karnataka.gov.in/web/ ಇಲ್ಲಿ ಅರ್ಜಿ ಸಂಖ್ಯೆಯನ್ನು ನಮೂದು ಮಾಡುವ ಮೂಲಕ ತಾವು ಹೇಳಿರುವ ಮಾಹಿತಿ ಸರಿಯಾಗಿದೆಯೇ ಎಂಬುದನ್ನು ಪರಿಶೀಲಿಸಬಹುದಾಗಿದೆ. [1207,1745,1485,1891]
burnt-trees-photo [237,1587,379,1774]
paragraph: ರಾಜ್ಯ ಚುನಾವಣಾ ಆಯೋಗದ ಆದೇಶ ಸಂಖ್ಯೆ: ರಾಚುಆ:248:ಇಜಿಪಿ:2015, ದಿನಾಂಕ 19.03.2015 ರನ್ವಯ ಗ್ರಾಮ ಪಂಚಾಯಿತಿ ಚುನಾವಣೆಗಳಿಗೆ “ಓಟಿಪಿ” ಅನ್ವಯಿಸುವುದಿಲ್ಲ ಎಂದು ಅವರು ಪ್ರಕಟಣೆಯಲ್ಲಿ ತಿಳಿಸಿದ್ದಾರೆ. [1265,287,1490,377]
team-players [808,1508,1151,1598]
ganja-headline: ಗಾಂಜಾ ಮಾರುತ್ತಿದ್ದ ವ್ಯಕ್ತಿ ಬಂಧನ [151,497,467,531]
nimishamba-headline: ಶ್ರೀ ಸೋಮವಂಶ ಅರ್ಯ ಕ್ಷತ್ರಿಯ ಕುಲದೇವತೆ ಶ್ರೀ ನಿಮಿಷಾಂಬಾ ದೇವಿ ಜಯಂತಿ [683,539,1357,570]
swamiji-photo [90,1028,214,1148]
subheading: ಪಡಿತರ ಚೀಟಿ, ಆಧಾರ್ ಕಾರ್ಡ್ [964,2212,1093,2228]
masthead: ಅಮೃತವಾಣಿ [724,49,844,84]
nimishamba-left-text: ಮಧುಗಿರಿ,ಮೇ.8-ಪಟ್ಟಣದಲ್ಲಿರುವ ಶ್ರೀ ಸೋಮವಂಶ ಅರ್ಯ ಕ್ಷತ್ರಿಯ ಸೇವಾ ಟ್ರಸ್ಟ್ ನ ವತಿಯಿಂದ ಬುಧವಾರದಂದು ಕುಲದೇವತೆಯಾದ ಶ್ರೀ ನಿಮಿಷಾಂಬಾ ದೇವಿ ಜಯಂತಿಯನ್ನು ಆಚರಿಸಲಾಯಿತು. ಇತಿಹಾಸ ಪ್ರಸಿದ್ಧ ಶ್ರೀ ಪ್ರಸನ್ನ ಪಾರ್ವತಿ ಸಮೇತ ಮಲ್ಲೇಶ್ವರ ಸ್ವಾಮಿ ದೇವಸ್ಥಾನದಲ್ಲಿ ಶ್ರೀ ನಿಮಿಷಾಂಬಾ ದೇವಿ ಹೋಮ, ಕಳಸ ಪ್ರತಿಷ್ಠಾಪನೆ ,,ಶ್ರೀ ಆದಿಗುರು ಶಂಕರಾಚಾರ್ಯರ ಜಯಂತಿ ಹಾಗೂ ಇತ್ತೀಚಿಗೆ ಪ್ರಕಟಗೊಂಡ ಎಸ್ ಎಸ್ ಎಲ್ ಸಿ ಫಲಿತಾಂಶದಲ್ಲಿ ರಾಜ್ಯ ಮಟ್ಟದಲ್ಲಿ ಪ್ರಥಮ ಸ್ಥಾನ 625ಕ್ಕೆ 625 ಅಂಕಗಳನ್ನು [553,585,784,768]
paragraph: ಹೆಚ್ಚಿನ ಮಾಹಿತಿಗಾಗಿ ಸಂಪರ್ಕಿಸಿ ಕೇಶವಮೂರ್ತಿ 9036597972, 7349069190 ಸಂಪರ್ಕಿಸಲು ಪ್ರಕಟಣೆಯಲ್ಲಿ ತಿಳಿಸಲಾಗಿದೆ. [90,1281,528,1313]
